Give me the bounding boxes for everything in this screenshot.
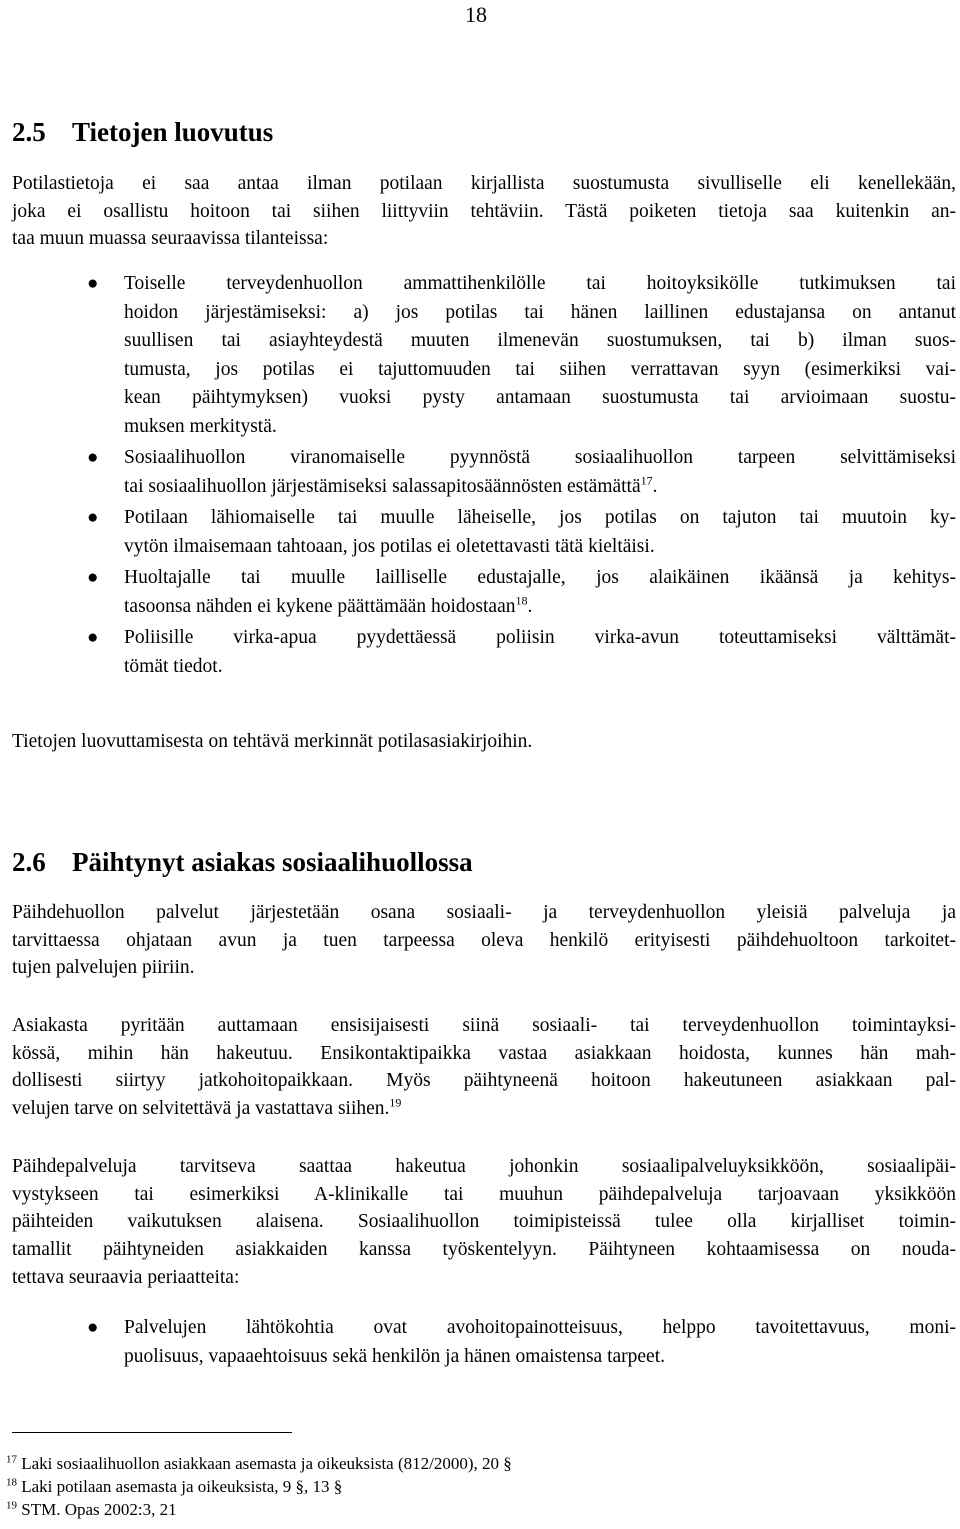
paragraph-line: dollisesti siirtyy jatkohoitopaikkaan. Myös päihtyneenä hoitoon hakeutuneen asiakkaan pal- bbox=[12, 1070, 956, 1092]
list-item bbox=[0, 1314, 960, 1371]
bullet-icon: ● bbox=[87, 567, 99, 588]
paragraph-line: tarvittaessa ohjataan avun ja tuen tarpeessa oleva henkilö erityisesti päihdehuoltoon tarkoitet- bbox=[12, 929, 956, 951]
list-line: Toiselle terveydenhuollon ammattihenkilölle tai hoitoyksikölle tutkimuksen tai bbox=[124, 273, 956, 294]
footnotes bbox=[6, 1452, 512, 1521]
bullet-icon: ● bbox=[87, 1317, 99, 1338]
footnote-ref: 18 bbox=[515, 593, 528, 607]
footnote-text: STM. Opas 2002:3, 21 bbox=[21, 1500, 177, 1519]
paragraph-line: Päihdehuollon palvelut järjestetään osana sosiaali- ja terveydenhuollon yleisiä palveluja ja bbox=[12, 902, 956, 923]
section-number: 2.5 bbox=[12, 117, 46, 147]
list-line: muksen merkitystä. bbox=[124, 415, 277, 437]
closing-paragraph bbox=[12, 728, 956, 756]
paragraph-line: joka ei osallistu hoitoon tai siihen liittyviin tehtäviin. Tästä poiketen tietoja saa kuitenkin an- bbox=[12, 200, 956, 222]
paragraph-line bbox=[12, 1095, 956, 1123]
disclosure-list bbox=[0, 270, 960, 681]
paragraph-line: kössä, mihin hän hakeutuu. Ensikontaktipaikka vastaa asiakkaan hoidosta, kunnes hän mah- bbox=[12, 1042, 956, 1064]
list-item bbox=[0, 270, 960, 441]
list-line: tömät tiedot. bbox=[124, 655, 223, 677]
list-line-text: tai sosiaalihuollon järjestämiseksi salassapitosäännösten estämättä bbox=[124, 475, 641, 497]
footnote bbox=[6, 1475, 512, 1498]
bullet-icon: ● bbox=[87, 273, 99, 294]
section-title: Tietojen luovutus bbox=[72, 117, 274, 147]
section-intro-paragraph bbox=[12, 170, 956, 253]
bullet-icon: ● bbox=[87, 447, 99, 468]
list-line bbox=[124, 593, 956, 622]
section-number: 2.6 bbox=[12, 847, 46, 877]
list-item bbox=[0, 624, 960, 681]
footnote-number: 18 bbox=[6, 1476, 17, 1489]
footnote-ref: 17 bbox=[640, 473, 653, 487]
list-line: kean päihtymyksen) vuoksi pysty antamaan suostumusta tai arvioimaan suostu- bbox=[124, 387, 956, 408]
footnote-text: Laki sosiaalihuollon asiakkaan asemasta ja oikeuksista (812/2000), 20 § bbox=[21, 1454, 512, 1473]
list-line: tumusta, jos potilas ei tajuttomuuden tai siihen verrattavan syyn (esimerkiksi vai- bbox=[124, 358, 956, 380]
list-line: Poliisille virka-apua pyydettäessä poliisin virka-avun toteuttamiseksi välttämät- bbox=[124, 627, 956, 648]
list-item bbox=[0, 564, 960, 621]
paragraph-3 bbox=[12, 1153, 956, 1292]
list-line-tail: . bbox=[527, 595, 533, 617]
footnote-divider bbox=[12, 1432, 292, 1433]
paragraph-line: tamallit päihtyneiden asiakkaiden kanssa työskentelyyn. Päihtyneen kohtaamisessa on nouda- bbox=[12, 1239, 956, 1261]
list-line: Potilaan lähiomaiselle tai muulle läheiselle, jos potilas on tajuton tai muutoin ky- bbox=[124, 507, 956, 528]
paragraph-line: taa muun muassa seuraavissa tilanteissa: bbox=[12, 228, 329, 250]
section-title: Päihtynyt asiakas sosiaalihuollossa bbox=[72, 847, 473, 877]
list-line: hoidon järjestämiseksi: a) jos potilas tai hänen laillinen edustajansa on antanut bbox=[124, 301, 956, 323]
paragraph-line: tujen palvelujen piiriin. bbox=[12, 957, 195, 979]
section-heading-2-6 bbox=[12, 847, 473, 878]
paragraph-1 bbox=[12, 899, 956, 982]
list-item bbox=[0, 444, 960, 501]
list-line: vytön ilmaisemaan tahtoaan, jos potilas ei oletettavasti tätä kieltäisi. bbox=[124, 535, 655, 557]
paragraph-line: Tietojen luovuttamisesta on tehtävä merkinnät potilasasiakirjoihin. bbox=[12, 731, 533, 752]
footnote-text: Laki potilaan asemasta ja oikeuksista, 9 §, 13 § bbox=[21, 1477, 343, 1496]
footnote bbox=[6, 1452, 512, 1475]
list-line bbox=[124, 473, 956, 502]
footnote bbox=[6, 1498, 512, 1521]
paragraph-line-text: velujen tarve on selvitettävä ja vastattava siihen. bbox=[12, 1098, 390, 1120]
section-heading-2-5 bbox=[12, 117, 273, 148]
list-line-text: tasoonsa nähden ei kykene päättämään hoidostaan bbox=[124, 595, 516, 617]
list-item bbox=[0, 504, 960, 561]
paragraph-line: Päihdepalveluja tarvitseva saattaa hakeutua johonkin sosiaalipalveluyksikköön, sosiaalipäi- bbox=[12, 1156, 956, 1177]
paragraph-line: tettava seuraavia periaatteita: bbox=[12, 1266, 240, 1288]
bullet-icon: ● bbox=[87, 507, 99, 528]
footnote-ref: 19 bbox=[389, 1095, 402, 1110]
page-number: 18 bbox=[465, 2, 487, 27]
list-line-tail: . bbox=[652, 475, 658, 497]
footnote-number: 19 bbox=[6, 1499, 17, 1512]
list-line: puolisuus, vapaaehtoisuus sekä henkilön ja hänen omaistensa tarpeet. bbox=[124, 1345, 665, 1367]
list-line: Sosiaalihuollon viranomaiselle pyynnöstä sosiaalihuollon tarpeen selvittämiseksi bbox=[124, 447, 956, 468]
footnote-number: 17 bbox=[6, 1453, 17, 1466]
paragraph-line: vystykseen tai esimerkiksi A-klinikalle tai muuhun päihdepalveluja tarjoavaan yksikköön bbox=[12, 1183, 956, 1205]
paragraph-line: päihteiden vaikutuksen alaisena. Sosiaalihuollon toimipisteissä tulee olla kirjalliset toimin- bbox=[12, 1211, 956, 1233]
list-line: suullisen tai asiayhteydestä muuten ilmenevän suostumuksen, tai b) ilman suos- bbox=[124, 330, 956, 351]
list-line: Huoltajalle tai muulle lailliselle edustajalle, jos alaikäinen ikäänsä ja kehitys- bbox=[124, 567, 956, 588]
paragraph-line: Asiakasta pyritään auttamaan ensisijaisesti siinä sosiaali- tai terveydenhuollon toimintayksi- bbox=[12, 1015, 956, 1036]
paragraph-2 bbox=[12, 1012, 956, 1123]
bullet-icon: ● bbox=[87, 627, 99, 648]
list-line: Palvelujen lähtökohtia ovat avohoitopainotteisuus, helppo tavoitettavuus, moni- bbox=[124, 1317, 956, 1338]
principles-list bbox=[0, 1314, 960, 1371]
paragraph-line: Potilastietoja ei saa antaa ilman potilaan kirjallista suostumusta sivulliselle eli kenellekään, bbox=[12, 173, 956, 194]
